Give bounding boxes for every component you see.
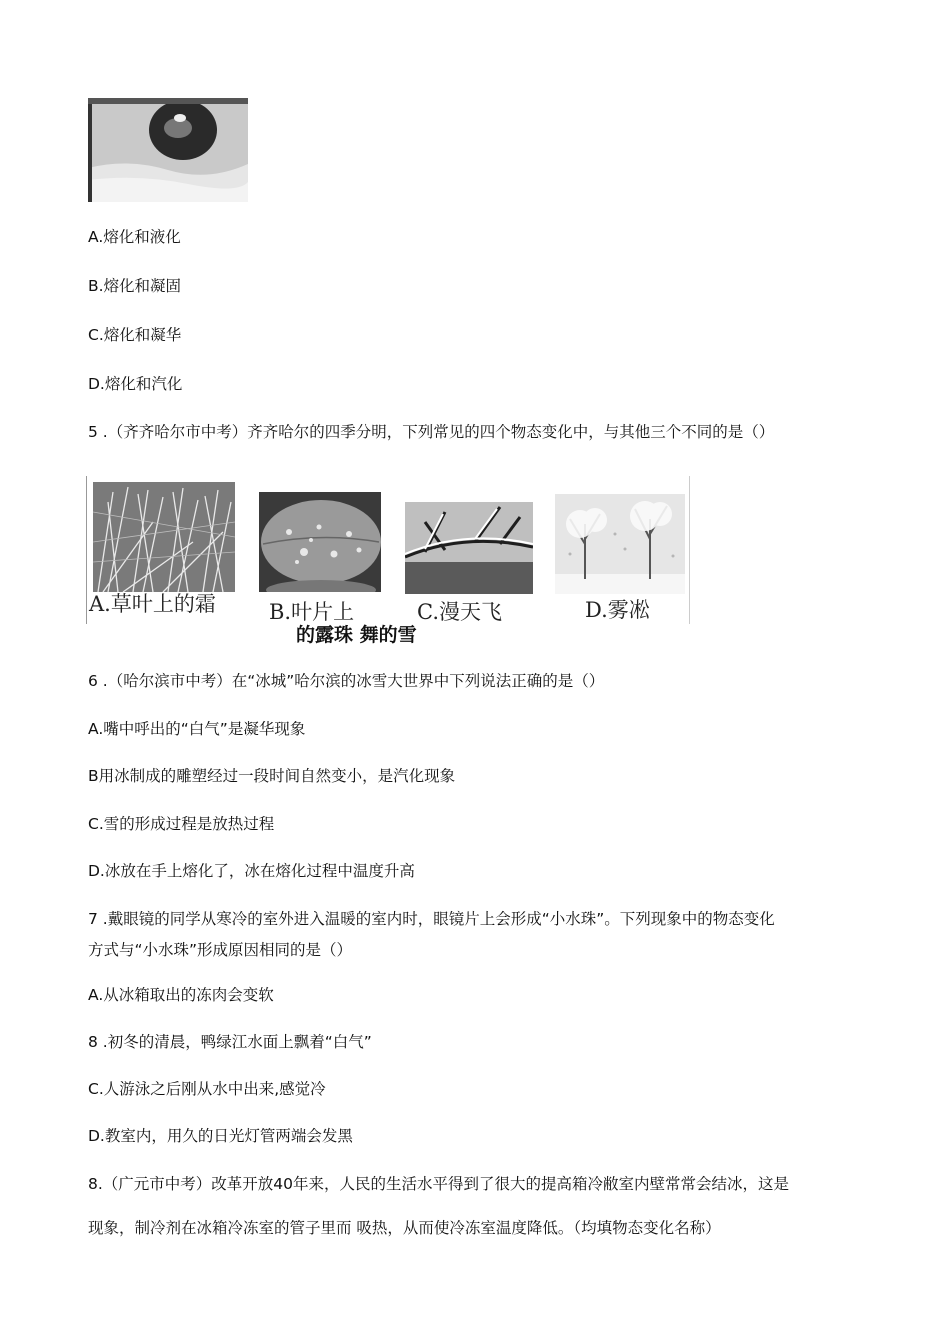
q7-option-a: A.从冰箱取出的冻肉会变软	[88, 986, 274, 1004]
rime-tree-photo	[555, 494, 685, 594]
caption-a: A.草叶上的霜	[89, 592, 216, 616]
frost-grass-image	[93, 482, 235, 592]
q6-stem: 6 .（哈尔滨市中考）在“冰城”哈尔滨的冰雪大世界中下列说法正确的是（）	[88, 672, 605, 690]
q6-option-c: C.雪的形成过程是放热过程	[88, 815, 275, 833]
frost-grass-photo	[93, 482, 235, 592]
q8-line-2: 现象，制冷剂在冰箱冷冻室的管子里而 吸热，从而使冷冻室温度降低。（均填物态变化名称）	[88, 1219, 721, 1237]
q6-option-b: B用冰制成的雕塑经过一段时间自然变小，是汽化现象	[88, 767, 456, 785]
caption-b: B.叶片上	[269, 600, 355, 624]
caption-d: D.雾凇	[585, 598, 650, 622]
caption-second-line: 的露珠 舞的雪	[296, 624, 417, 646]
q4-option-a: A.熔化和液化	[88, 228, 181, 246]
q6-option-d: D.冰放在手上熔化了，冰在熔化过程中温度升高	[88, 862, 415, 880]
q5-stem: 5 .（齐齐哈尔市中考）齐齐哈尔的四季分明，下列常见的四个物态变化中，与其他三个不同的是（）	[88, 423, 775, 441]
q8-line-1: 8.（广元市中考）改革开放40年来，人民的生活水平得到了很大的提高箱冷敝室内壁常常会结冰，这是	[88, 1175, 790, 1193]
water-drop-scene-image	[88, 98, 248, 202]
q4-option-d: D.熔化和汽化	[88, 375, 183, 393]
q5-image-strip	[86, 476, 690, 624]
q7-stem-line-1: 7 .戴眼镜的同学从寒冷的室外进入温暖的室内时，眼镜片上会形成“小水珠”。下列现象中的物态变化	[88, 910, 775, 928]
caption-c: C.漫天飞	[417, 600, 502, 624]
question-4-photo	[88, 98, 248, 202]
q7-option-b: 8 .初冬的清晨，鸭绿江水面上飘着“白气”	[88, 1033, 372, 1051]
dew-leaf-photo	[259, 492, 381, 592]
q6-option-a: A.嘴中呼出的“白气”是凝华现象	[88, 720, 306, 738]
q7-stem-line-2: 方式与“小水珠”形成原因相同的是（）	[88, 941, 353, 959]
rime-tree-image	[555, 494, 685, 594]
dew-leaf-image	[259, 492, 381, 592]
snow-branch-photo	[405, 502, 533, 594]
q7-option-d: D.教室内，用久的日光灯管两端会发黑	[88, 1127, 353, 1145]
snow-branch-image	[405, 502, 533, 594]
q7-option-c: C.人游泳之后刚从水中出来,感觉冷	[88, 1080, 326, 1098]
q4-option-c: C.熔化和凝华	[88, 326, 182, 344]
q4-option-b: B.熔化和凝固	[88, 277, 182, 295]
